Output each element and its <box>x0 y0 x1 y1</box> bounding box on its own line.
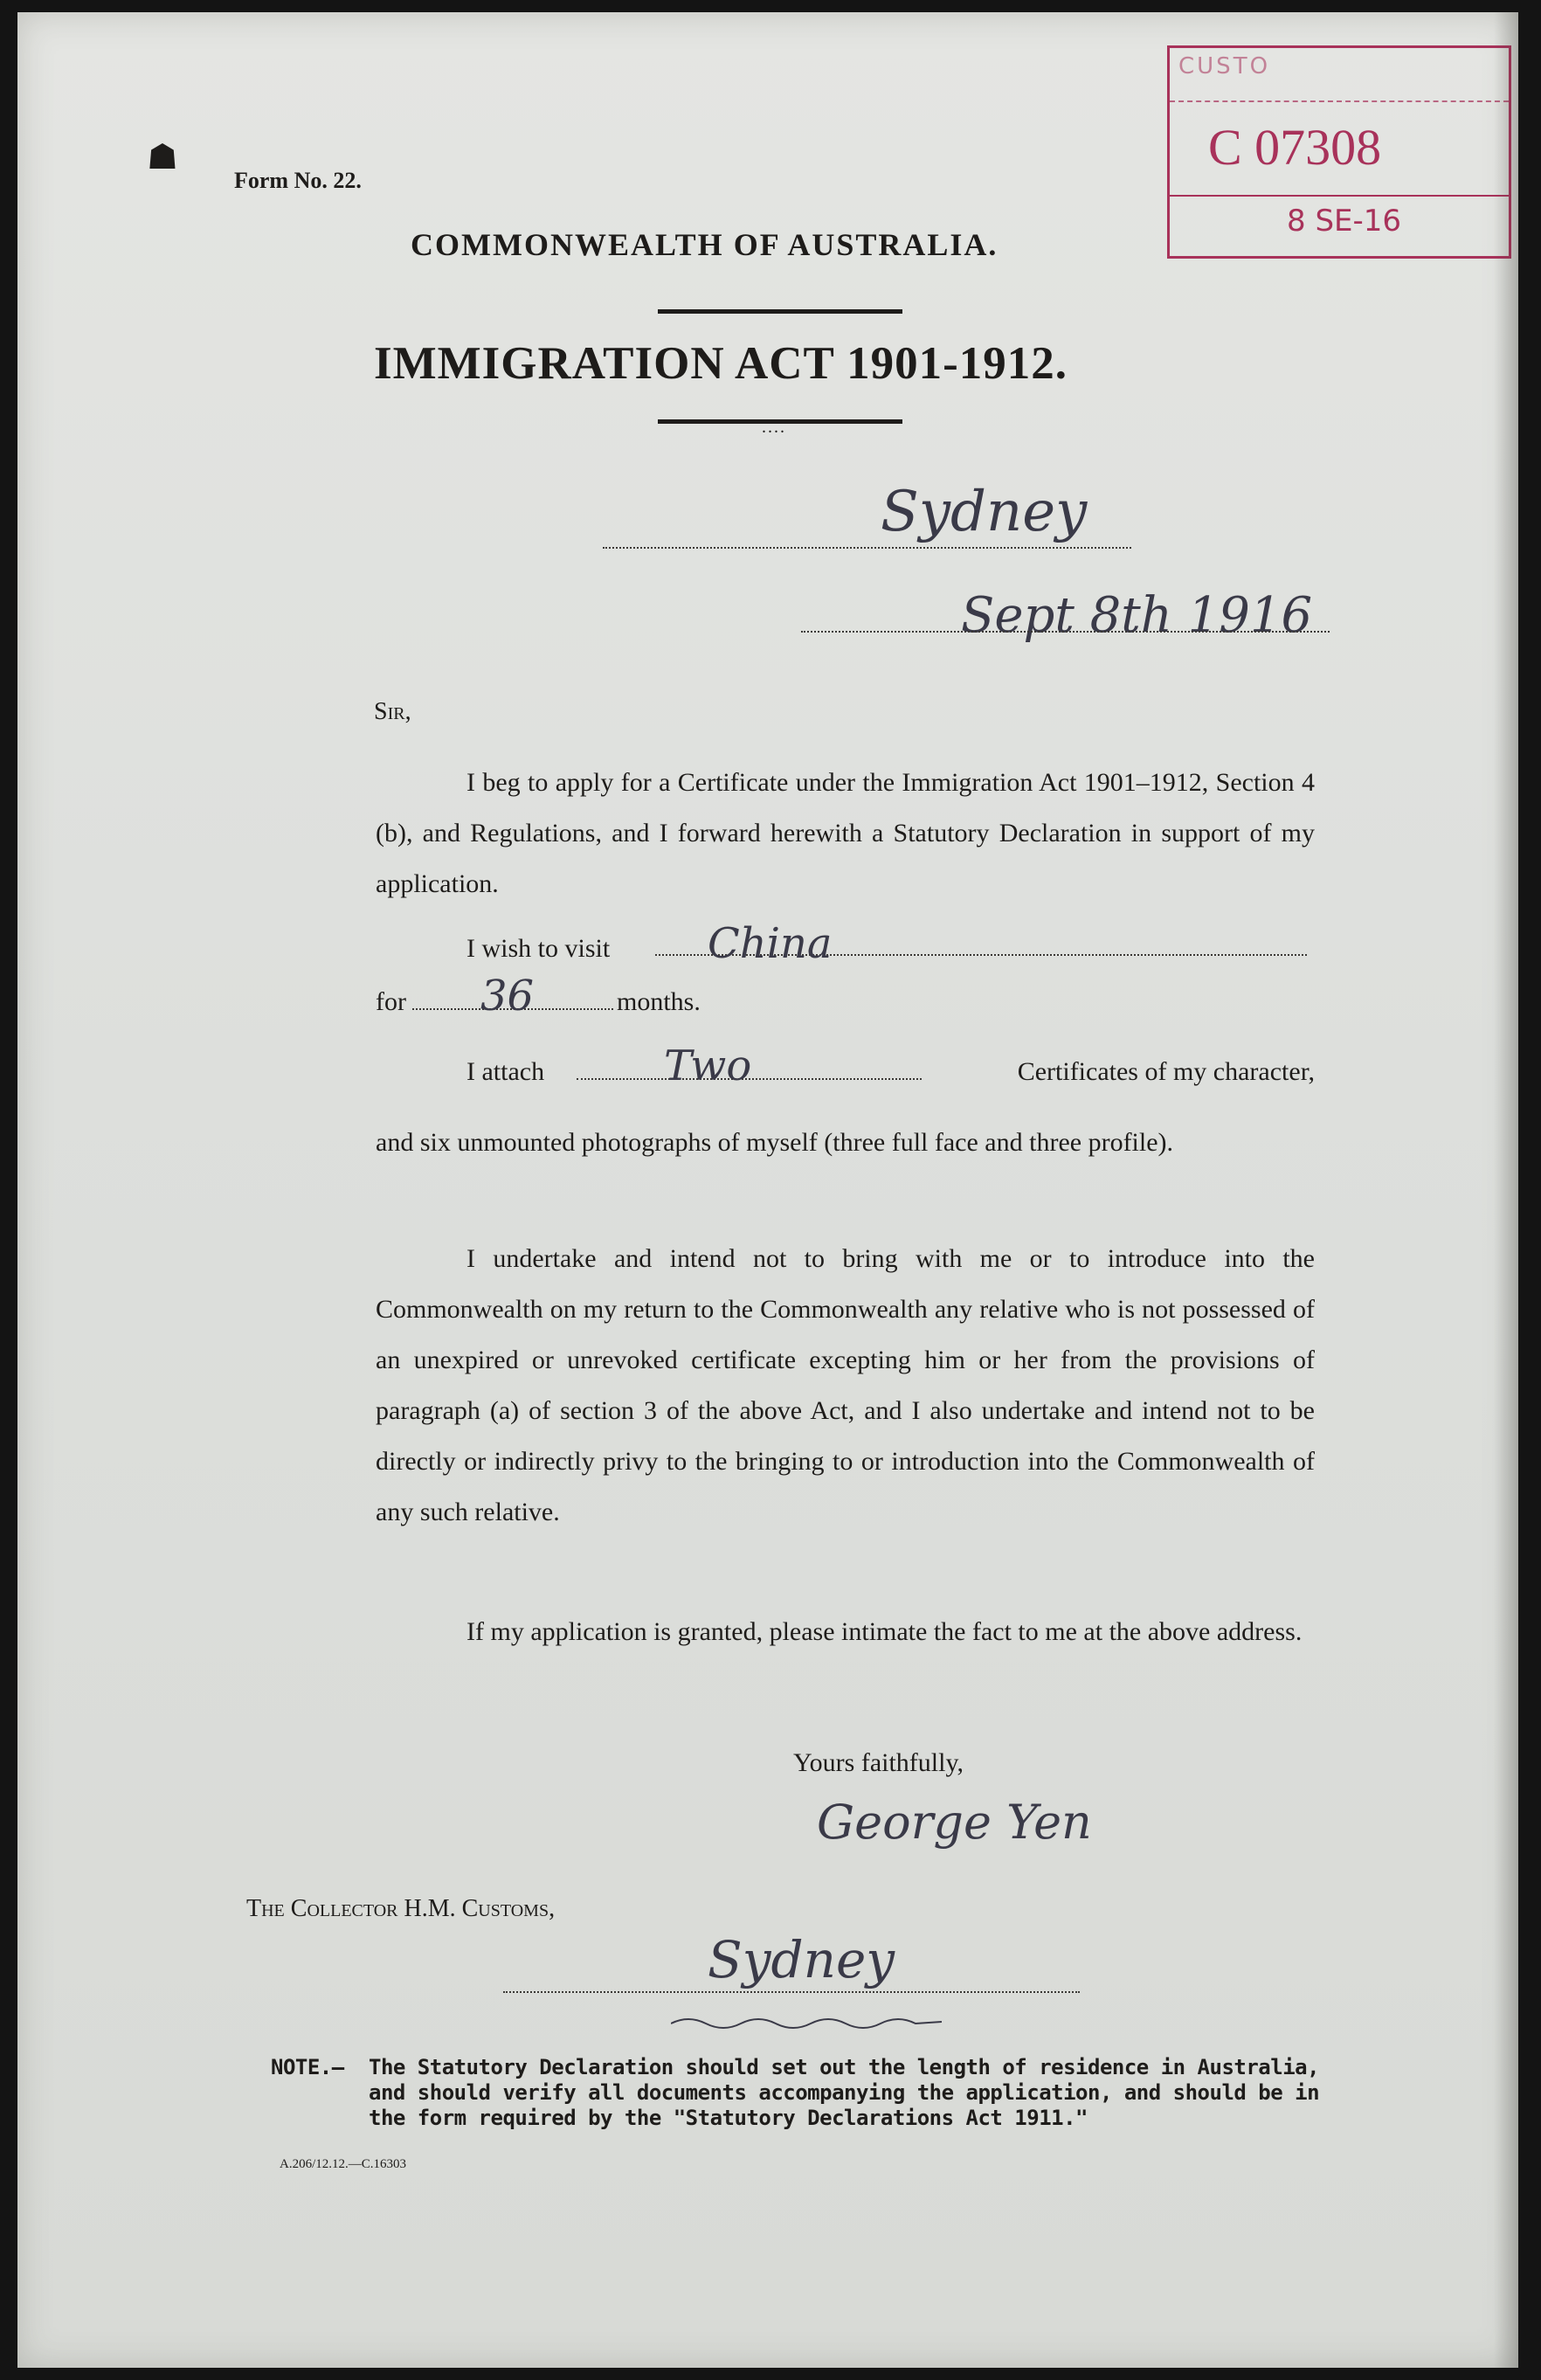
flourish-mark <box>671 2013 942 2032</box>
divider-dots: .... <box>762 418 786 437</box>
note <box>271 2055 1323 2131</box>
form-number: Form No. 22. <box>234 168 362 193</box>
note-body: The Statutory Declaration should set out the length of residence in Australia, and should verify all documents accompanying the application, and should be in the form required by the "Statutory Declarations Act 1911." <box>369 2055 1320 2130</box>
stamp-date: 8 SE-16 <box>1287 204 1402 239</box>
addressee-place: Sydney <box>708 1930 895 1989</box>
salutation: Sir, <box>374 698 411 725</box>
attach-suffix: Certificates of my character, <box>1017 1057 1315 1086</box>
print-code: A.206/12.12.—C.16303 <box>280 2157 407 2171</box>
visit-destination: China <box>708 919 833 968</box>
visit-label: I wish to visit <box>466 934 611 963</box>
act-title: IMMIGRATION ACT 1901-1912. <box>374 338 1068 389</box>
paragraph-undertaking: I undertake and intend not to bring with me or to introduce into the Commonwealth on my return to the Commonwealth any relative who is not possessed of an unexpired or unrevoked certificate excepting him or her from the provisions of paragraph (a) of section 3 of the above Act, and I also undertake and intend not to be directly or indirectly privy to the bringing to or introduction into the Commonwealth of any such relative. <box>376 1244 1315 1526</box>
addressee-line <box>503 1991 1080 1993</box>
signature: George Yen <box>817 1795 1092 1850</box>
document-page <box>17 12 1518 2368</box>
stamp-dashed-line <box>1170 100 1509 104</box>
stamp-divider <box>1170 195 1509 197</box>
closing: Yours faithfully, <box>793 1748 964 1777</box>
ink-blot: ☗ <box>147 137 178 176</box>
paragraph-application: I beg to apply for a Certificate under the Immigration Act 1901–1912, Section 4 (b), and Regulations, and I forward herewith a Statutory Declaration in support of my application. <box>376 768 1315 898</box>
stamp-top-text: CUSTO <box>1178 53 1271 80</box>
date-line <box>801 631 1330 633</box>
attach-count: Two <box>664 1041 752 1090</box>
date-handwritten: Sept 8th 1916 <box>961 587 1313 644</box>
attach-label: I attach <box>466 1057 545 1086</box>
paragraph-photographs: and six unmounted photographs of myself (three full face and three profile). <box>376 1128 1174 1157</box>
place-handwritten: Sydney <box>881 480 1088 544</box>
heading: COMMONWEALTH OF AUSTRALIA. <box>411 227 999 262</box>
months-value: 36 <box>480 972 535 1020</box>
months-label: months. <box>617 987 701 1016</box>
for-label: for <box>376 987 406 1016</box>
addressee: The Collector H.M. Customs, <box>246 1895 556 1922</box>
stamp-number: C 07308 <box>1208 119 1382 176</box>
paragraph-intimate: If my application is granted, please intimate the fact to me at the above address. <box>466 1617 1303 1646</box>
note-lead: NOTE.— <box>271 2055 344 2079</box>
place-line <box>603 547 1131 549</box>
divider-top <box>658 309 902 314</box>
customs-stamp <box>1167 45 1511 259</box>
